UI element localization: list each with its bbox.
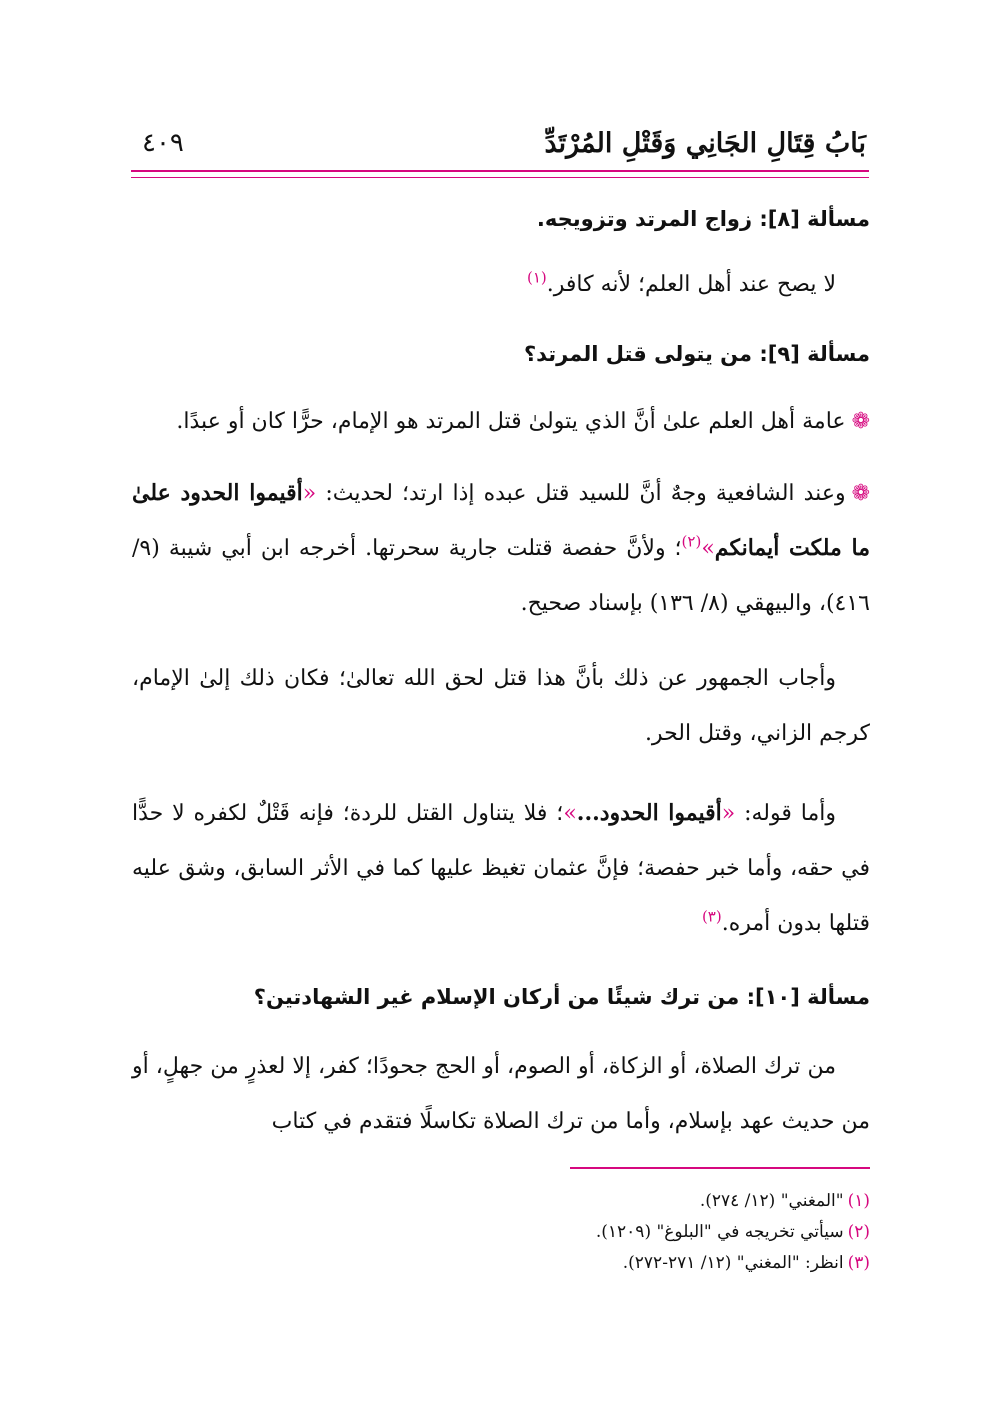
footnote-text: سيأتي تخريجه في "البلوغ" (١٢٠٩).: [595, 1222, 844, 1242]
footnote-text: انظر: "المغني" (١٢/ ٢٧١-٢٧٢).: [622, 1253, 844, 1273]
paragraph-shafii-view: [132, 466, 870, 631]
page-number: ٤٠٩: [142, 128, 184, 158]
header-rule-thin: [131, 177, 869, 178]
header-rule-thick: [131, 170, 869, 172]
paragraph-shafii-rest: ؛ ولأنَّ حفصة قتلت جارية سحرتها. أخرجه ابن أبي شيبة (٩/ ٤١٦)، والبيهقي (٨/ ١٣٦) بإسناد صحيح.: [132, 536, 870, 616]
issue-10-title: من ترك شيئًا من أركان الإسلام غير الشهادتين؟: [253, 985, 740, 1009]
paragraph-majority-view: [132, 394, 870, 449]
issue-9-heading: [132, 327, 870, 382]
footnote-text: "المغني" (١٢/ ٢٧٤).: [699, 1191, 844, 1211]
quote-open: «: [721, 801, 736, 826]
issue-8-text: لا يصح عند أهل العلم؛ لأنه كافر.: [546, 272, 836, 297]
paragraph-majority-reply: [132, 651, 870, 761]
issue-8-title: زواج المرتد وتزويجه.: [536, 207, 753, 231]
issue-10-heading: [132, 970, 870, 1025]
footnote-3: [132, 1248, 870, 1279]
footnote-2: [132, 1217, 870, 1248]
issue-9-label: مسألة [٩]:: [759, 342, 870, 366]
quote-close: »: [701, 536, 715, 561]
footnote-marker: (٣): [847, 1253, 870, 1273]
paragraph-response: [132, 786, 870, 951]
footnotes: [132, 1186, 870, 1279]
footnote-ref-2[interactable]: (٢): [681, 532, 702, 551]
quote-close: »: [563, 801, 577, 826]
issue-10-label: مسألة [١٠]:: [746, 985, 870, 1009]
issue-8-answer: [132, 257, 870, 312]
footnote-separator: [570, 1167, 870, 1169]
paragraph-pillars-text: من ترك الصلاة، أو الزكاة، أو الصوم، أو الحج جحودًا؛ كفر، إلا لعذرٍ من جهلٍ، أو من حديث عهد بإسلام، وأما من ترك الصلاة تكاسلًا فتقدم في كتاب: [132, 1054, 870, 1134]
footnote-marker: (٢): [847, 1222, 870, 1242]
running-head: بَابُ قِتَالِ الجَانِي وَقَتْلِ المُرْتَدِّ: [544, 128, 866, 159]
paragraph-pillars: [132, 1039, 870, 1149]
flower-bullet-icon: ❁: [851, 409, 870, 434]
footnote-ref-3[interactable]: (٣): [701, 907, 722, 926]
paragraph-shafii-lead: وعند الشافعية وجهٌ أنَّ للسيد قتل عبده إذا ارتد؛ لحديث:: [325, 481, 846, 506]
flower-bullet-icon: ❁: [851, 481, 871, 506]
issue-8-heading: [132, 192, 870, 247]
paragraph-majority-reply-text: وأجاب الجمهور عن ذلك بأنَّ هذا قتل لحق الله تعالىٰ؛ فكان ذلك إلىٰ الإمام، كرجم الزاني، وقتل الحر.: [132, 666, 870, 746]
paragraph-response-rest: ؛ فلا يتناول القتل للردة؛ فإنه قَتْلٌ لكفره لا حدًّا في حقه، وأما خبر حفصة؛ فإنَّ عثمان تغيظ عليها كما في الأثر السابق، وشق عليه قتلها بدون أمره.: [132, 801, 870, 936]
paragraph-majority-text: عامة أهل العلم علىٰ أنَّ الذي يتولىٰ قتل المرتد هو الإمام، حرًّا كان أو عبدًا.: [176, 409, 846, 434]
hadith-text: أقيموا الحدود...: [576, 800, 722, 826]
footnote-1: [132, 1186, 870, 1217]
footnote-ref-1[interactable]: (١): [526, 268, 547, 287]
quote-open: «: [302, 481, 317, 506]
footnote-marker: (١): [847, 1191, 870, 1211]
hadith-text: أقيموا الحدود علىٰ ما ملكت أيمانكم: [132, 480, 870, 561]
issue-8-label: مسألة [٨]:: [759, 207, 870, 231]
issue-9-title: من يتولى قتل المرتد؟: [523, 342, 753, 366]
paragraph-response-lead: وأما قوله:: [744, 801, 836, 826]
